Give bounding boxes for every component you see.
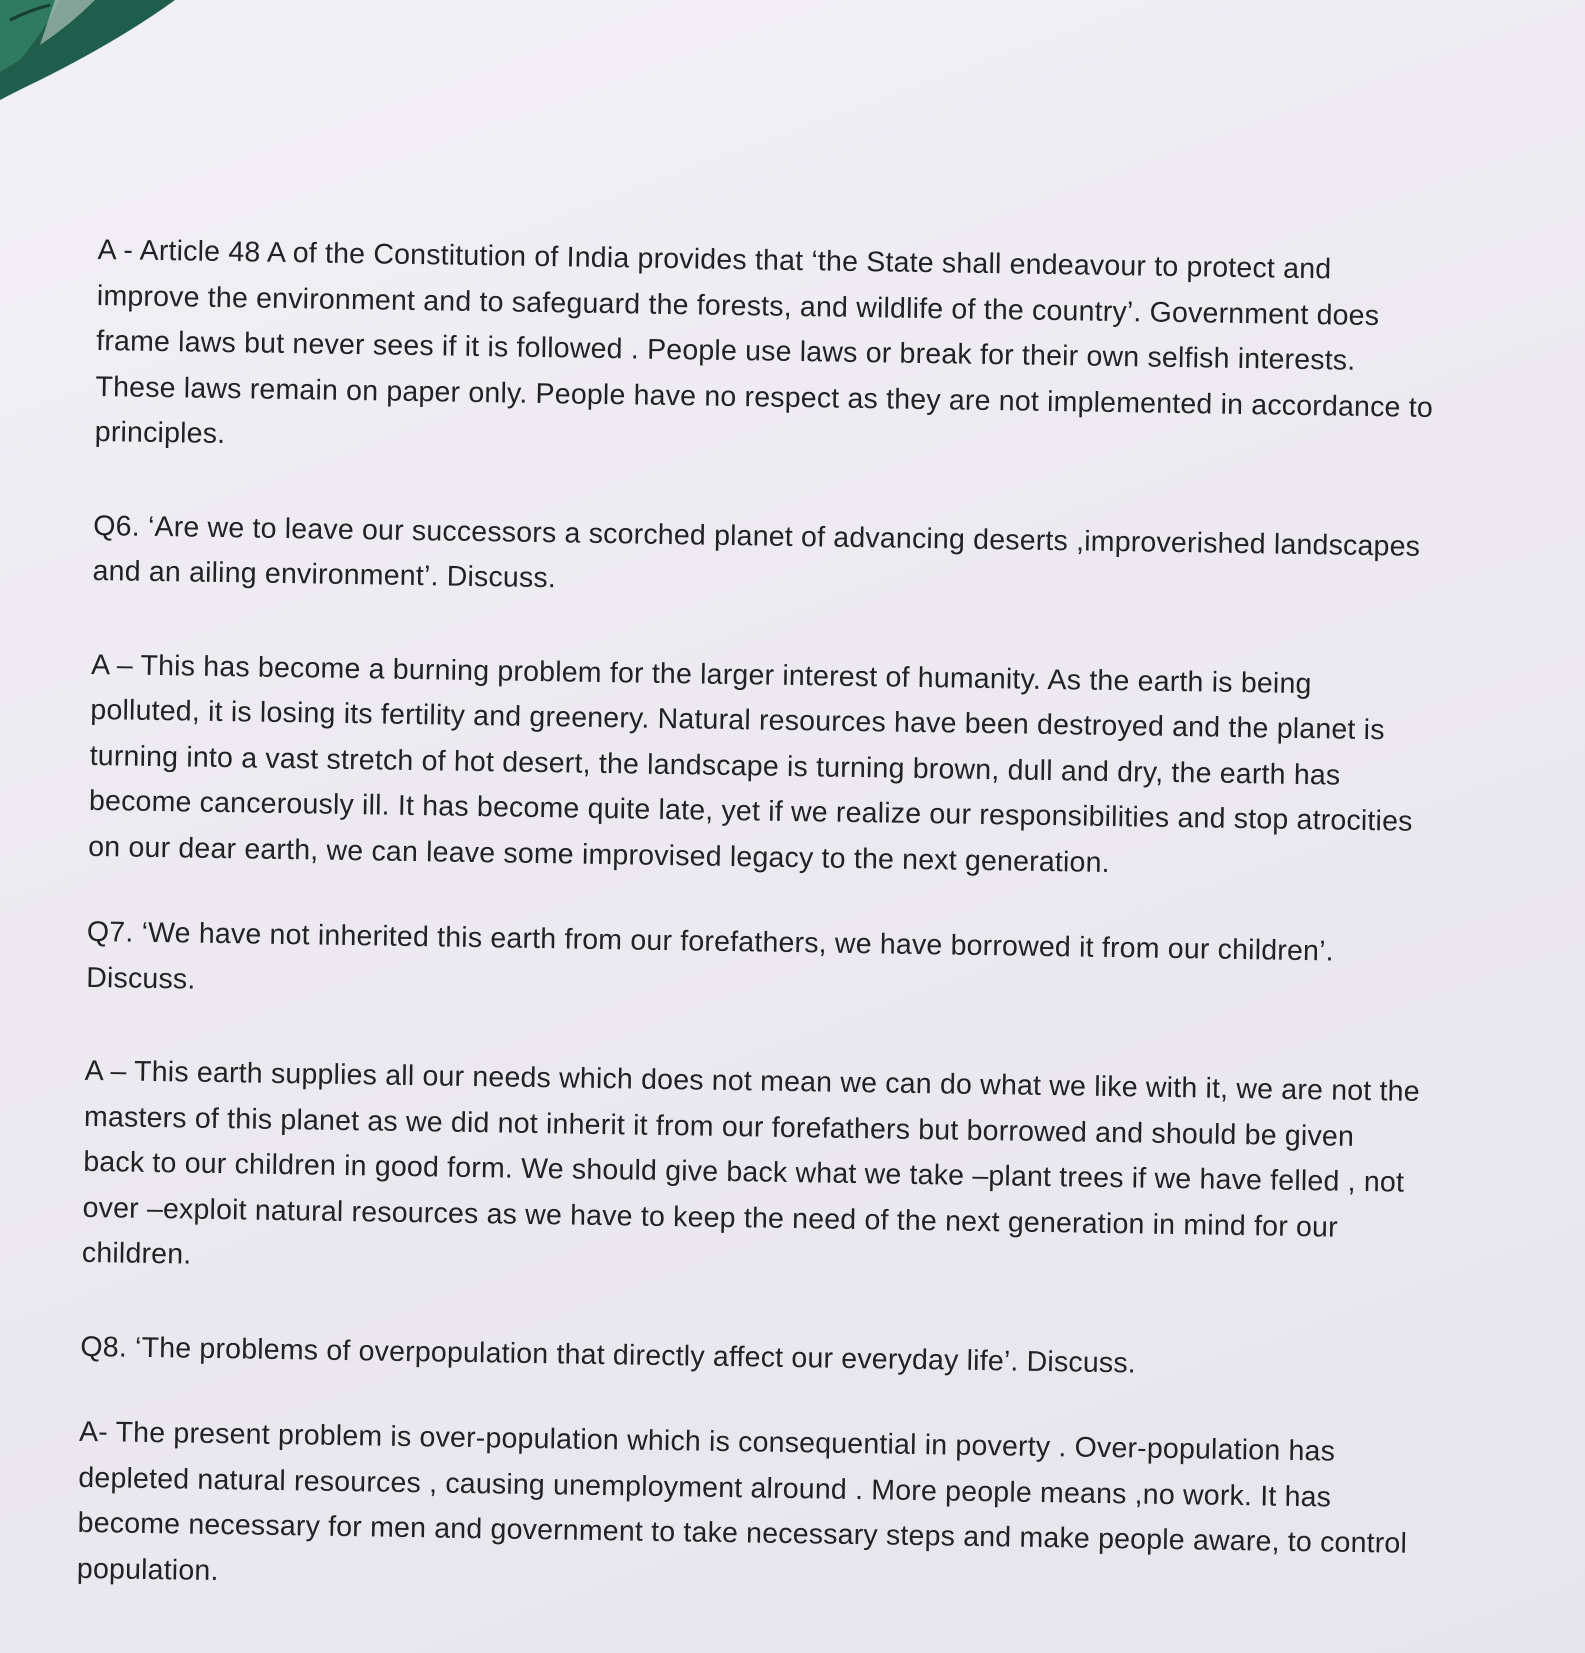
question-q6: Q6. ‘Are we to leave our successors a scorched planet of advancing deserts ,improverished landscapes and an ailing environment’. Discuss. [92,509,1421,595]
document-body [77,228,1498,1614]
question-q7: Q7. ‘We have not inherited this earth from our forefathers, we have borrowed it from our children’. Discuss. [85,915,1334,996]
question-q8: Q8. ‘The problems of overpopulation that directly affect our everyday life’. Discuss. [80,1330,1137,1379]
answer-paragraph-q8: A- The present problem is over-population which is consequential in poverty . Over-population has depleted natural resources , causing unemployment alround . More people means ,no work. It has become necessary for men and government to take necessary steps and make people aware, to control population. [76,1415,1408,1587]
answer-paragraph-q5: A - Article 48 A of the Constitution of India provides that ‘the State shall endeavour to protect and improve the environment and to safeguard the forests, and wildlife of the country’. Government does frame laws but never sees if it is followed . People use laws or break for their own selfish interests. These laws remain on paper only. People have no respect as they are not implemented in accordance to principles. [94,233,1434,451]
answer-paragraph-q7: A – This earth supplies all our needs which does not mean we can do what we like with it, we are not the masters of this planet as we did not inherit it from our forefathers but borrowed and should be given back to our children in good form. We should give back what we take –plant trees if we have felled , not over –exploit natural resources as we have to keep the need of the next generation in mind for our children. [81,1054,1421,1271]
green-object-corner [0,0,180,110]
answer-paragraph-q6: A – This has become a burning problem for the larger interest of humanity. As the earth is being polluted, it is losing its fertility and greenery. Natural resources have been destroyed and the planet is turning into a vast stretch of hot desert, the landscape is turning brown, dull and dry, the earth has become cancerously ill. It has become quite late, yet if we realize our responsibilities and stop atrocities on our dear earth, we can leave some improvised legacy to the next generation. [88,648,1413,879]
